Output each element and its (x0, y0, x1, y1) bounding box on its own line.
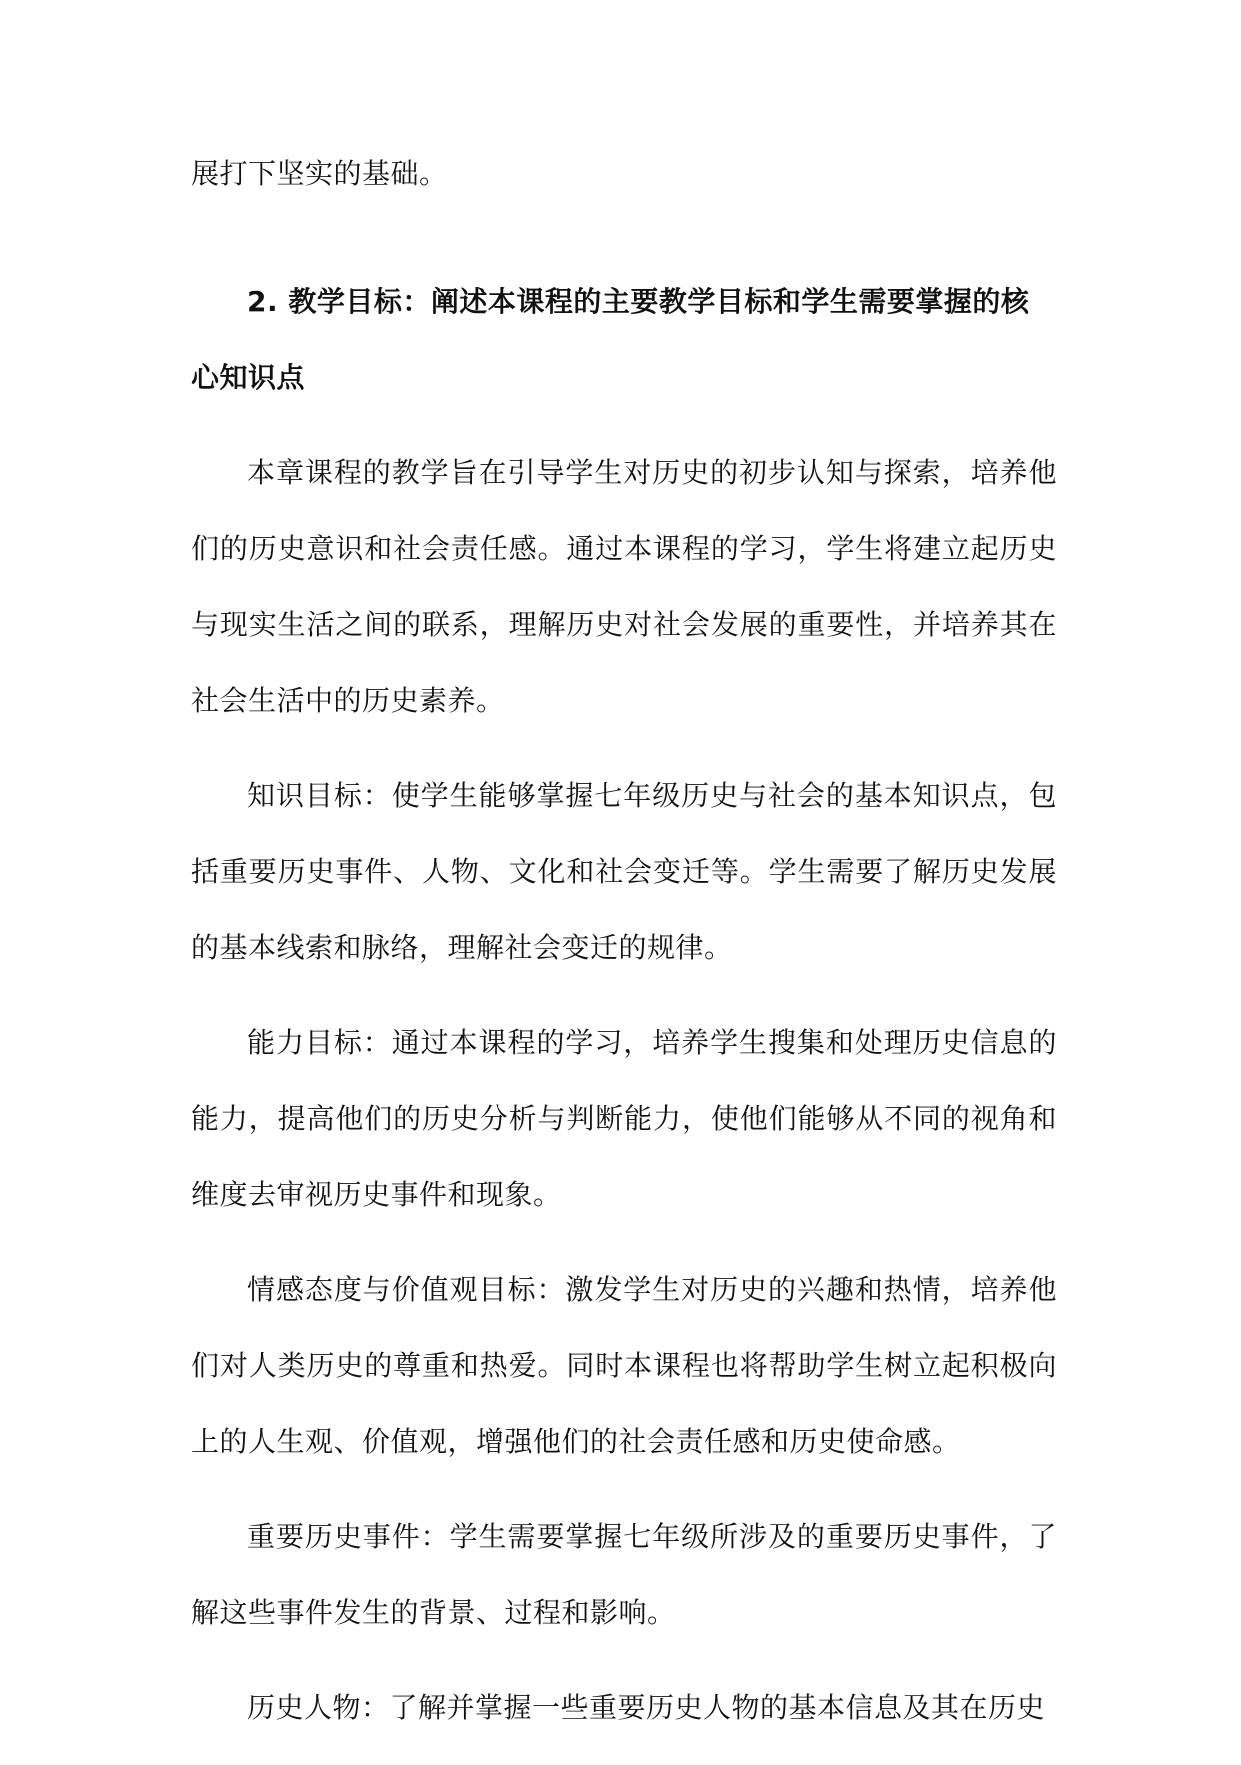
paragraph-ability-goal: 能力目标：通过本课程的学习，培养学生搜集和处理历史信息的能力，提高他们的历史分析与判断能力，使他们能够从不同的视角和维度去审视历史事件和现象。 (191, 1026, 1057, 1211)
continuation-paragraph: 展打下坚实的基础。 (191, 157, 448, 190)
paragraph-knowledge-goal: 知识目标：使学生能够掌握七年级历史与社会的基本知识点，包括重要历史事件、人物、文化和社会变迁等。学生需要了解历史发展的基本线索和脉络，理解社会变迁的规律。 (191, 779, 1057, 964)
section-heading: 2. 教学目标：阐述本课程的主要教学目标和学生需要掌握的核心知识点 (191, 285, 1030, 394)
paragraph-values-goal: 情感态度与价值观目标：激发学生对历史的兴趣和热情，培养他们对人类历史的尊重和热爱。同时本课程也将帮助学生树立起积极向上的人生观、价值观，增强他们的社会责任感和历史使命感。 (191, 1273, 1057, 1458)
paragraph-key-events: 重要历史事件：学生需要掌握七年级所涉及的重要历史事件，了解这些事件发生的背景、过程和影响。 (191, 1520, 1057, 1629)
paragraph-intro: 本章课程的教学旨在引导学生对历史的初步认知与探索，培养他们的历史意识和社会责任感。通过本课程的学习，学生将建立起历史与现实生活之间的联系，理解历史对社会发展的重要性，并培养其在社会生活中的历史素养。 (191, 456, 1057, 717)
paragraph-historical-figures: 历史人物：了解并掌握一些重要历史人物的基本信息及其在历史 (247, 1691, 1046, 1724)
document-body (191, 136, 1057, 1765)
